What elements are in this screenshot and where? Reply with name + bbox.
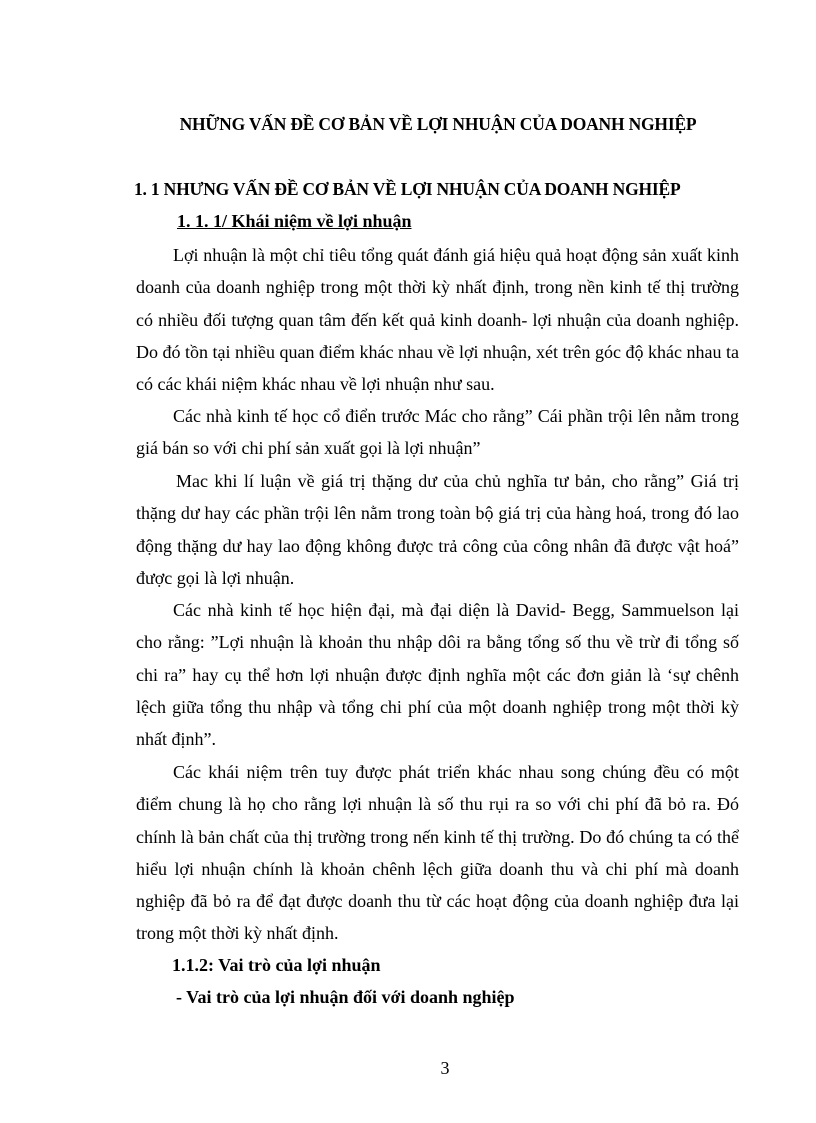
document-title: NHỮNG VẤN ĐỀ CƠ BẢN VỀ LỢI NHUẬN CỦA DOANH NGHIỆP xyxy=(179,114,697,134)
subsection-heading-profit-concept: 1. 1. 1/ Khái niệm về lợi nhuận xyxy=(177,211,412,231)
page-number: 3 xyxy=(440,1058,450,1078)
paragraph-text: Các nhà kinh tế học cổ điển trước Mác cho rằng” Cái phần trội lên nằm trong giá bán so với chi phí sản xuất gọi là lợi nhuận” xyxy=(136,406,739,459)
subsection-heading-role-for-business: - Vai trò của lợi nhuận đối với doanh nghiệp xyxy=(176,987,515,1007)
paragraph-conclusion xyxy=(136,756,739,950)
section-heading: 1. 1 NHƯNG VẤN ĐỀ CƠ BẢN VỀ LỢI NHUẬN CỦA DOANH NGHIỆP xyxy=(134,179,681,199)
paragraph-classical-economists xyxy=(136,400,739,465)
paragraph-text: Các nhà kinh tế học hiện đại, mà đại diện là David- Begg, Sammuelson lại cho rằng: ”Lợi nhuận là khoản thu nhập dôi ra bằng tổng số thu về trừ đi tổng số chi ra” hay cụ thể hơn lợi nhuận được định nghĩa một các đơn giản là ‘sự chênh lệch giữa tổng thu nhập và tổng chi phí của một doanh nghiệp trong một thời kỳ nhất định”. xyxy=(136,600,739,750)
paragraph-marx-view xyxy=(136,465,739,594)
subsection-heading-profit-role: 1.1.2: Vai trò của lợi nhuận xyxy=(172,955,381,975)
paragraph-text: Lợi nhuận là một chỉ tiêu tổng quát đánh giá hiệu quả hoạt động sản xuất kinh doanh của doanh nghiệp trong một thời kỳ nhất định, trong nền kinh tế thị trường có nhiều đối tượng quan tâm đến kết quả kinh doanh- lợi nhuận của doanh nghiệp. Do đó tồn tại nhiều quan điểm khác nhau về lợi nhuận, xét trên góc độ khác nhau ta có các khái niệm khác nhau về lợi nhuận như sau. xyxy=(136,245,739,395)
paragraph-text: Các khái niệm trên tuy được phát triển khác nhau song chúng đều có một điểm chung là họ cho rằng lợi nhuận là số thu rụi ra so với chi phí đã bỏ ra. Đó chính là bản chất của thị trường trong nến kinh tế thị trường. Do đó chúng ta có thể hiểu lợi nhuận chính là khoản chênh lệch giữa doanh thu và chi phí mà doanh nghiệp đã bỏ ra để đạt được doanh thu từ các hoạt động của doanh nghiệp đưa lại trong một thời kỳ nhất định. xyxy=(136,762,739,944)
paragraph-modern-economists xyxy=(136,594,739,755)
paragraph-text: Mac khi lí luận về giá trị thặng dư của chủ nghĩa tư bản, cho rằng” Giá trị thặng dư hay các phần trội lên nằm trong toàn bộ giá trị của hàng hoá, trong đó lao động thặng dư hay lao động không được trả công của công nhân đã được vật hoá” được gọi là lợi nhuận. xyxy=(136,471,739,588)
paragraph-profit-definition xyxy=(136,239,739,400)
